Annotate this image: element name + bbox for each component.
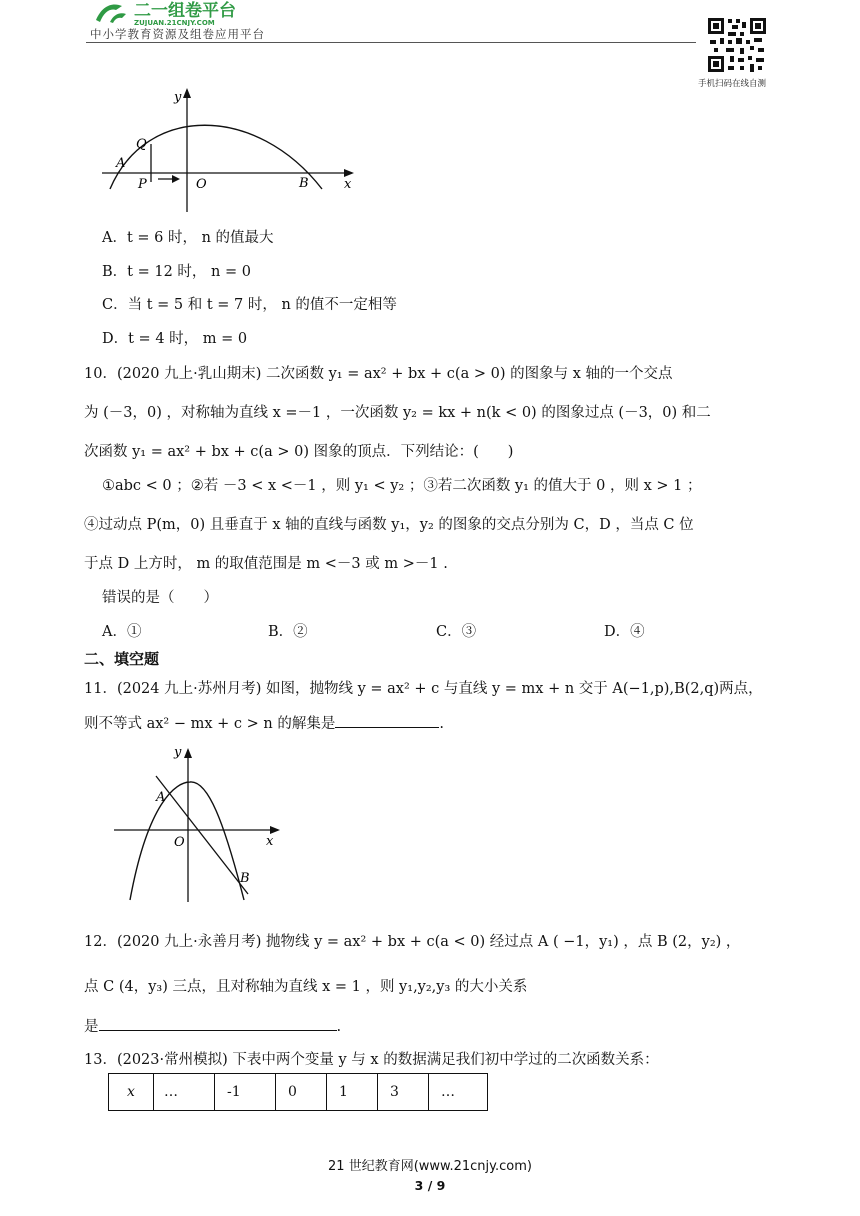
q12-line-1: 12．(2020 九上·永善月考) 抛物线 y = ax² + bx + c(a < 0) 经过点 A ( −1，y₁) ，点 B (2，y₂) ， — [84, 934, 741, 950]
table-cell: … — [154, 1074, 215, 1111]
q9-option-c: C．当 t = 5 和 t = 7 时， n 的值不一定相等 — [102, 297, 397, 313]
logo-url: ZUJUAN.21CNJY.COM — [134, 19, 215, 26]
q12-line-3-text: 是 — [84, 1019, 99, 1035]
table-cell: 3 — [378, 1074, 429, 1111]
q9-option-b: B．t = 12 时， n = 0 — [102, 264, 251, 280]
footer-site: 21 世纪教育网(www.21cnjy.com) — [328, 1159, 532, 1174]
q12-line-2: 点 C (4，y₃) 三点，且对称轴为直线 x = 1 ，则 y₁,y₂,y₃ 的大小关系 — [84, 979, 528, 995]
table-cell: -1 — [215, 1074, 276, 1111]
q9-parabola-figure — [96, 84, 358, 214]
q9-point-p: P — [138, 177, 147, 192]
qr-code — [706, 16, 768, 74]
q9-point-a: A — [116, 156, 126, 171]
section-title-fill-in: 二、填空题 — [84, 650, 160, 668]
q10-option-a: A．① — [102, 624, 142, 640]
q12-line-3 — [84, 1015, 341, 1036]
q10-line-3: 次函数 y₁ = ax² + bx + c(a > 0) 图象的顶点．下列结论：( ) — [84, 444, 514, 460]
q13-data-table — [108, 1073, 488, 1111]
q9-option-a: A．t = 6 时， n 的值最大 — [102, 230, 274, 246]
q12-line-3-end: . — [336, 1019, 342, 1035]
q10-line-1: 10．(2020 九上·乳山期末) 二次函数 y₁ = ax² + bx + c(a > 0) 的图象与 x 轴的一个交点 — [84, 366, 673, 382]
q11-origin: O — [174, 835, 185, 850]
q9-origin: O — [196, 177, 207, 192]
table-cell: 1 — [327, 1074, 378, 1111]
header-subtitle: 中小学教育资源及组卷应用平台 — [90, 27, 265, 41]
q9-y-label: y — [174, 90, 182, 105]
q10-line-4: ①abc < 0 ；②若 －3 < x <－1 ，则 y₁ < y₂ ；③若二次函数 y₁ 的值大于 0 ，则 x > 1 ； — [102, 478, 702, 494]
q13-line-1: 13．(2023·常州模拟) 下表中两个变量 y 与 x 的数据满足我们初中学过的二次函数关系： — [84, 1052, 659, 1068]
q10-option-c: C．③ — [436, 624, 477, 640]
table-cell: x — [109, 1074, 154, 1111]
q11-line-2-text: 则不等式 ax² − mx + c > n 的解集是 — [84, 716, 336, 732]
q12-answer-blank[interactable] — [99, 1018, 337, 1031]
site-logo — [92, 0, 272, 26]
q9-point-b: B — [299, 176, 309, 191]
q11-line-1: 11．(2024 九上·苏州月考) 如图，抛物线 y = ax² + c 与直线 y = mx + n 交于 A(−1,p),B(2,q)两点， — [84, 681, 763, 697]
table-cell: … — [429, 1074, 488, 1111]
q10-line-5: ④过动点 P(m，0) 且垂直于 x 轴的直线与函数 y₁，y₂ 的图象的交点分别为 C，D ，当点 C 位 — [84, 517, 694, 533]
table-cell: 0 — [276, 1074, 327, 1111]
q10-option-b: B．② — [268, 624, 308, 640]
q9-point-q: Q — [136, 137, 147, 152]
q11-point-b: B — [240, 871, 250, 886]
q11-y-label: y — [174, 745, 182, 760]
logo-text: 二一组卷平台 — [134, 1, 236, 21]
q10-option-d: D．④ — [604, 624, 645, 640]
page-number: 3 / 9 — [414, 1178, 446, 1193]
q11-answer-blank[interactable] — [335, 715, 439, 728]
header-divider — [86, 42, 696, 43]
qr-caption: 手机扫码在线自测 — [698, 79, 767, 89]
table-row — [109, 1074, 488, 1111]
q11-point-a: A — [156, 790, 166, 805]
q11-line-2-end: . — [439, 716, 444, 732]
q11-x-label: x — [266, 834, 274, 849]
q10-line-6: 于点 D 上方时， m 的取值范围是 m <－3 或 m >－1 . — [84, 556, 448, 572]
q9-x-label: x — [344, 177, 352, 192]
q10-prompt: 错误的是（ ） — [102, 590, 218, 606]
q10-line-2: 为 (－3，0) ，对称轴为直线 x =－1 ，一次函数 y₂ = kx + n(k < 0) 的图象过点 (－3，0) 和二 — [84, 405, 711, 421]
q11-line-2 — [84, 712, 444, 733]
q11-parabola-line-figure — [108, 742, 288, 904]
q9-option-d: D．t = 4 时， m = 0 — [102, 331, 248, 347]
